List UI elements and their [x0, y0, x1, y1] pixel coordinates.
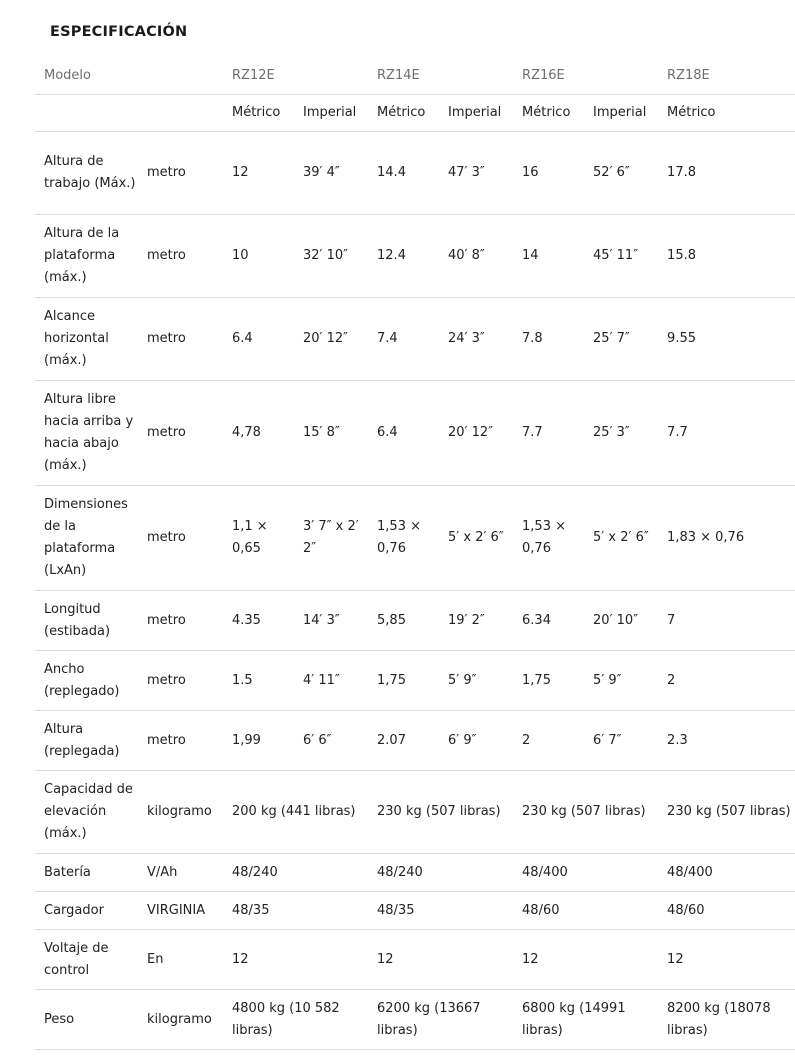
spec-value: 4,78	[223, 381, 294, 486]
spec-value: 48/35	[368, 892, 513, 930]
spec-value: 15′ 8″	[294, 381, 368, 486]
spec-value: 230 kg (507 libras)	[368, 771, 513, 854]
spec-value: 7.7	[658, 381, 795, 486]
model-rz18e: RZ18E	[658, 57, 795, 95]
spec-value: 48/240	[368, 854, 513, 892]
spec-value: 5,85	[368, 591, 439, 651]
model-rz12e: RZ12E	[223, 57, 368, 95]
spec-value: 230 kg (507 libras)	[513, 771, 658, 854]
spec-value: 25′ 7″	[584, 298, 658, 381]
spec-label: Cargador	[35, 892, 138, 930]
spec-label: Dimensiones de la plataforma (LxAn)	[35, 486, 138, 591]
spec-unit: metro	[138, 381, 223, 486]
spec-label: Batería	[35, 854, 138, 892]
spec-row	[35, 215, 795, 298]
spec-value: 8200 kg (18078 libras)	[658, 990, 795, 1050]
spec-value: 5′ x 2′ 6″	[439, 486, 513, 591]
spec-value: 6.4	[368, 381, 439, 486]
spec-unit: V/Ah	[138, 854, 223, 892]
spec-value: 15.8	[658, 215, 795, 298]
unit-imperial: Imperial	[439, 95, 513, 132]
spec-value: 1,53 × 0,76	[368, 486, 439, 591]
spec-value: 14′ 3″	[294, 591, 368, 651]
spec-unit: En	[138, 930, 223, 990]
spec-value: 12	[658, 930, 795, 990]
section-title: ESPECIFICACIÓN	[50, 24, 188, 40]
spec-row	[35, 651, 795, 711]
spec-unit: metro	[138, 711, 223, 771]
spec-row	[35, 486, 795, 591]
spec-value: 1,75	[513, 651, 584, 711]
model-header-row	[35, 57, 795, 95]
spec-value: 5′ x 2′ 6″	[584, 486, 658, 591]
spec-value: 32′ 10″	[294, 215, 368, 298]
spec-value: 52′ 6″	[584, 132, 658, 215]
unit-metric: Métrico	[513, 95, 584, 132]
spec-unit: kilogramo	[138, 771, 223, 854]
spec-row	[35, 132, 795, 215]
spec-row	[35, 711, 795, 771]
spec-unit: kilogramo	[138, 990, 223, 1050]
spec-value: 48/35	[223, 892, 368, 930]
spec-value: 6′ 9″	[439, 711, 513, 771]
unit-metric: Métrico	[658, 95, 795, 132]
spec-value: 1,99	[223, 711, 294, 771]
spec-value: 48/240	[223, 854, 368, 892]
spec-value: 14	[513, 215, 584, 298]
unit-imperial: Imperial	[584, 95, 658, 132]
spec-value: 230 kg (507 libras)	[658, 771, 795, 854]
spec-value: 7.8	[513, 298, 584, 381]
spec-label: Alcance horizontal (máx.)	[35, 298, 138, 381]
spec-value: 2.3	[658, 711, 795, 771]
spec-value: 7	[658, 591, 795, 651]
spec-value: 4800 kg (10 582 libras)	[223, 990, 368, 1050]
spec-value: 7.7	[513, 381, 584, 486]
spec-value: 20′ 10″	[584, 591, 658, 651]
spec-value: 39′ 4″	[294, 132, 368, 215]
units-header-row	[35, 95, 795, 132]
spec-value: 1,1 × 0,65	[223, 486, 294, 591]
spec-unit: metro	[138, 651, 223, 711]
spec-value: 17.8	[658, 132, 795, 215]
spec-value: 5′ 9″	[439, 651, 513, 711]
spec-value: 12	[513, 930, 658, 990]
model-rz16e: RZ16E	[513, 57, 658, 95]
spec-value: 200 kg (441 libras)	[223, 771, 368, 854]
spec-row	[35, 930, 795, 990]
spec-value: 6′ 6″	[294, 711, 368, 771]
unit-imperial: Imperial	[294, 95, 368, 132]
spec-label: Altura (replegada)	[35, 711, 138, 771]
spec-value: 12	[223, 132, 294, 215]
spec-value: 4.35	[223, 591, 294, 651]
spec-row	[35, 591, 795, 651]
model-rz14e: RZ14E	[368, 57, 513, 95]
spec-value: 1,53 × 0,76	[513, 486, 584, 591]
spec-row	[35, 381, 795, 486]
spec-unit: metro	[138, 298, 223, 381]
unit-metric: Métrico	[368, 95, 439, 132]
spec-value: 6200 kg (13667 libras)	[368, 990, 513, 1050]
spec-value: 1,83 × 0,76	[658, 486, 795, 591]
spec-value: 25′ 3″	[584, 381, 658, 486]
spec-value: 12	[368, 930, 513, 990]
spec-value: 6.34	[513, 591, 584, 651]
spec-row	[35, 298, 795, 381]
spec-label: Altura de trabajo (Máx.)	[35, 132, 138, 215]
spec-value: 12	[223, 930, 368, 990]
spec-label: Ancho (replegado)	[35, 651, 138, 711]
spec-value: 5′ 9″	[584, 651, 658, 711]
spec-label: Altura de la plataforma (máx.)	[35, 215, 138, 298]
spec-label: Altura libre hacia arriba y hacia abajo (máx.)	[35, 381, 138, 486]
spec-value: 2	[513, 711, 584, 771]
spec-value: 16	[513, 132, 584, 215]
spec-unit: VIRGINIA	[138, 892, 223, 930]
unit-metric: Métrico	[223, 95, 294, 132]
spec-value: 24′ 3″	[439, 298, 513, 381]
spec-label: Longitud (estibada)	[35, 591, 138, 651]
spec-value: 6.4	[223, 298, 294, 381]
spec-value: 45′ 11″	[584, 215, 658, 298]
spec-label: Peso	[35, 990, 138, 1050]
spec-value: 3′ 7″ x 2′ 2″	[294, 486, 368, 591]
spec-unit: metro	[138, 591, 223, 651]
spec-value: 12.4	[368, 215, 439, 298]
spec-label: Voltaje de control	[35, 930, 138, 990]
spec-value: 48/400	[513, 854, 658, 892]
spec-value: 47′ 3″	[439, 132, 513, 215]
spec-value: 9.55	[658, 298, 795, 381]
spec-value: 6800 kg (14991 libras)	[513, 990, 658, 1050]
spec-value: 4′ 11″	[294, 651, 368, 711]
spec-value: 1,75	[368, 651, 439, 711]
spec-value: 40′ 8″	[439, 215, 513, 298]
spec-value: 7.4	[368, 298, 439, 381]
spec-row	[35, 771, 795, 854]
spec-row	[35, 854, 795, 892]
spec-unit: metro	[138, 486, 223, 591]
spec-table	[35, 57, 795, 1050]
spec-value: 14.4	[368, 132, 439, 215]
spec-unit: metro	[138, 132, 223, 215]
spec-value: 20′ 12″	[294, 298, 368, 381]
spec-value: 20′ 12″	[439, 381, 513, 486]
spec-value: 48/400	[658, 854, 795, 892]
spec-value: 1.5	[223, 651, 294, 711]
spec-value: 19′ 2″	[439, 591, 513, 651]
spec-unit: metro	[138, 215, 223, 298]
spec-value: 48/60	[513, 892, 658, 930]
units-spacer	[35, 95, 223, 132]
spec-value: 2.07	[368, 711, 439, 771]
spec-value: 2	[658, 651, 795, 711]
model-label: Modelo	[35, 57, 223, 95]
spec-value: 10	[223, 215, 294, 298]
spec-value: 48/60	[658, 892, 795, 930]
spec-row	[35, 892, 795, 930]
spec-value: 6′ 7″	[584, 711, 658, 771]
spec-label: Capacidad de elevación (máx.)	[35, 771, 138, 854]
spec-row	[35, 990, 795, 1050]
